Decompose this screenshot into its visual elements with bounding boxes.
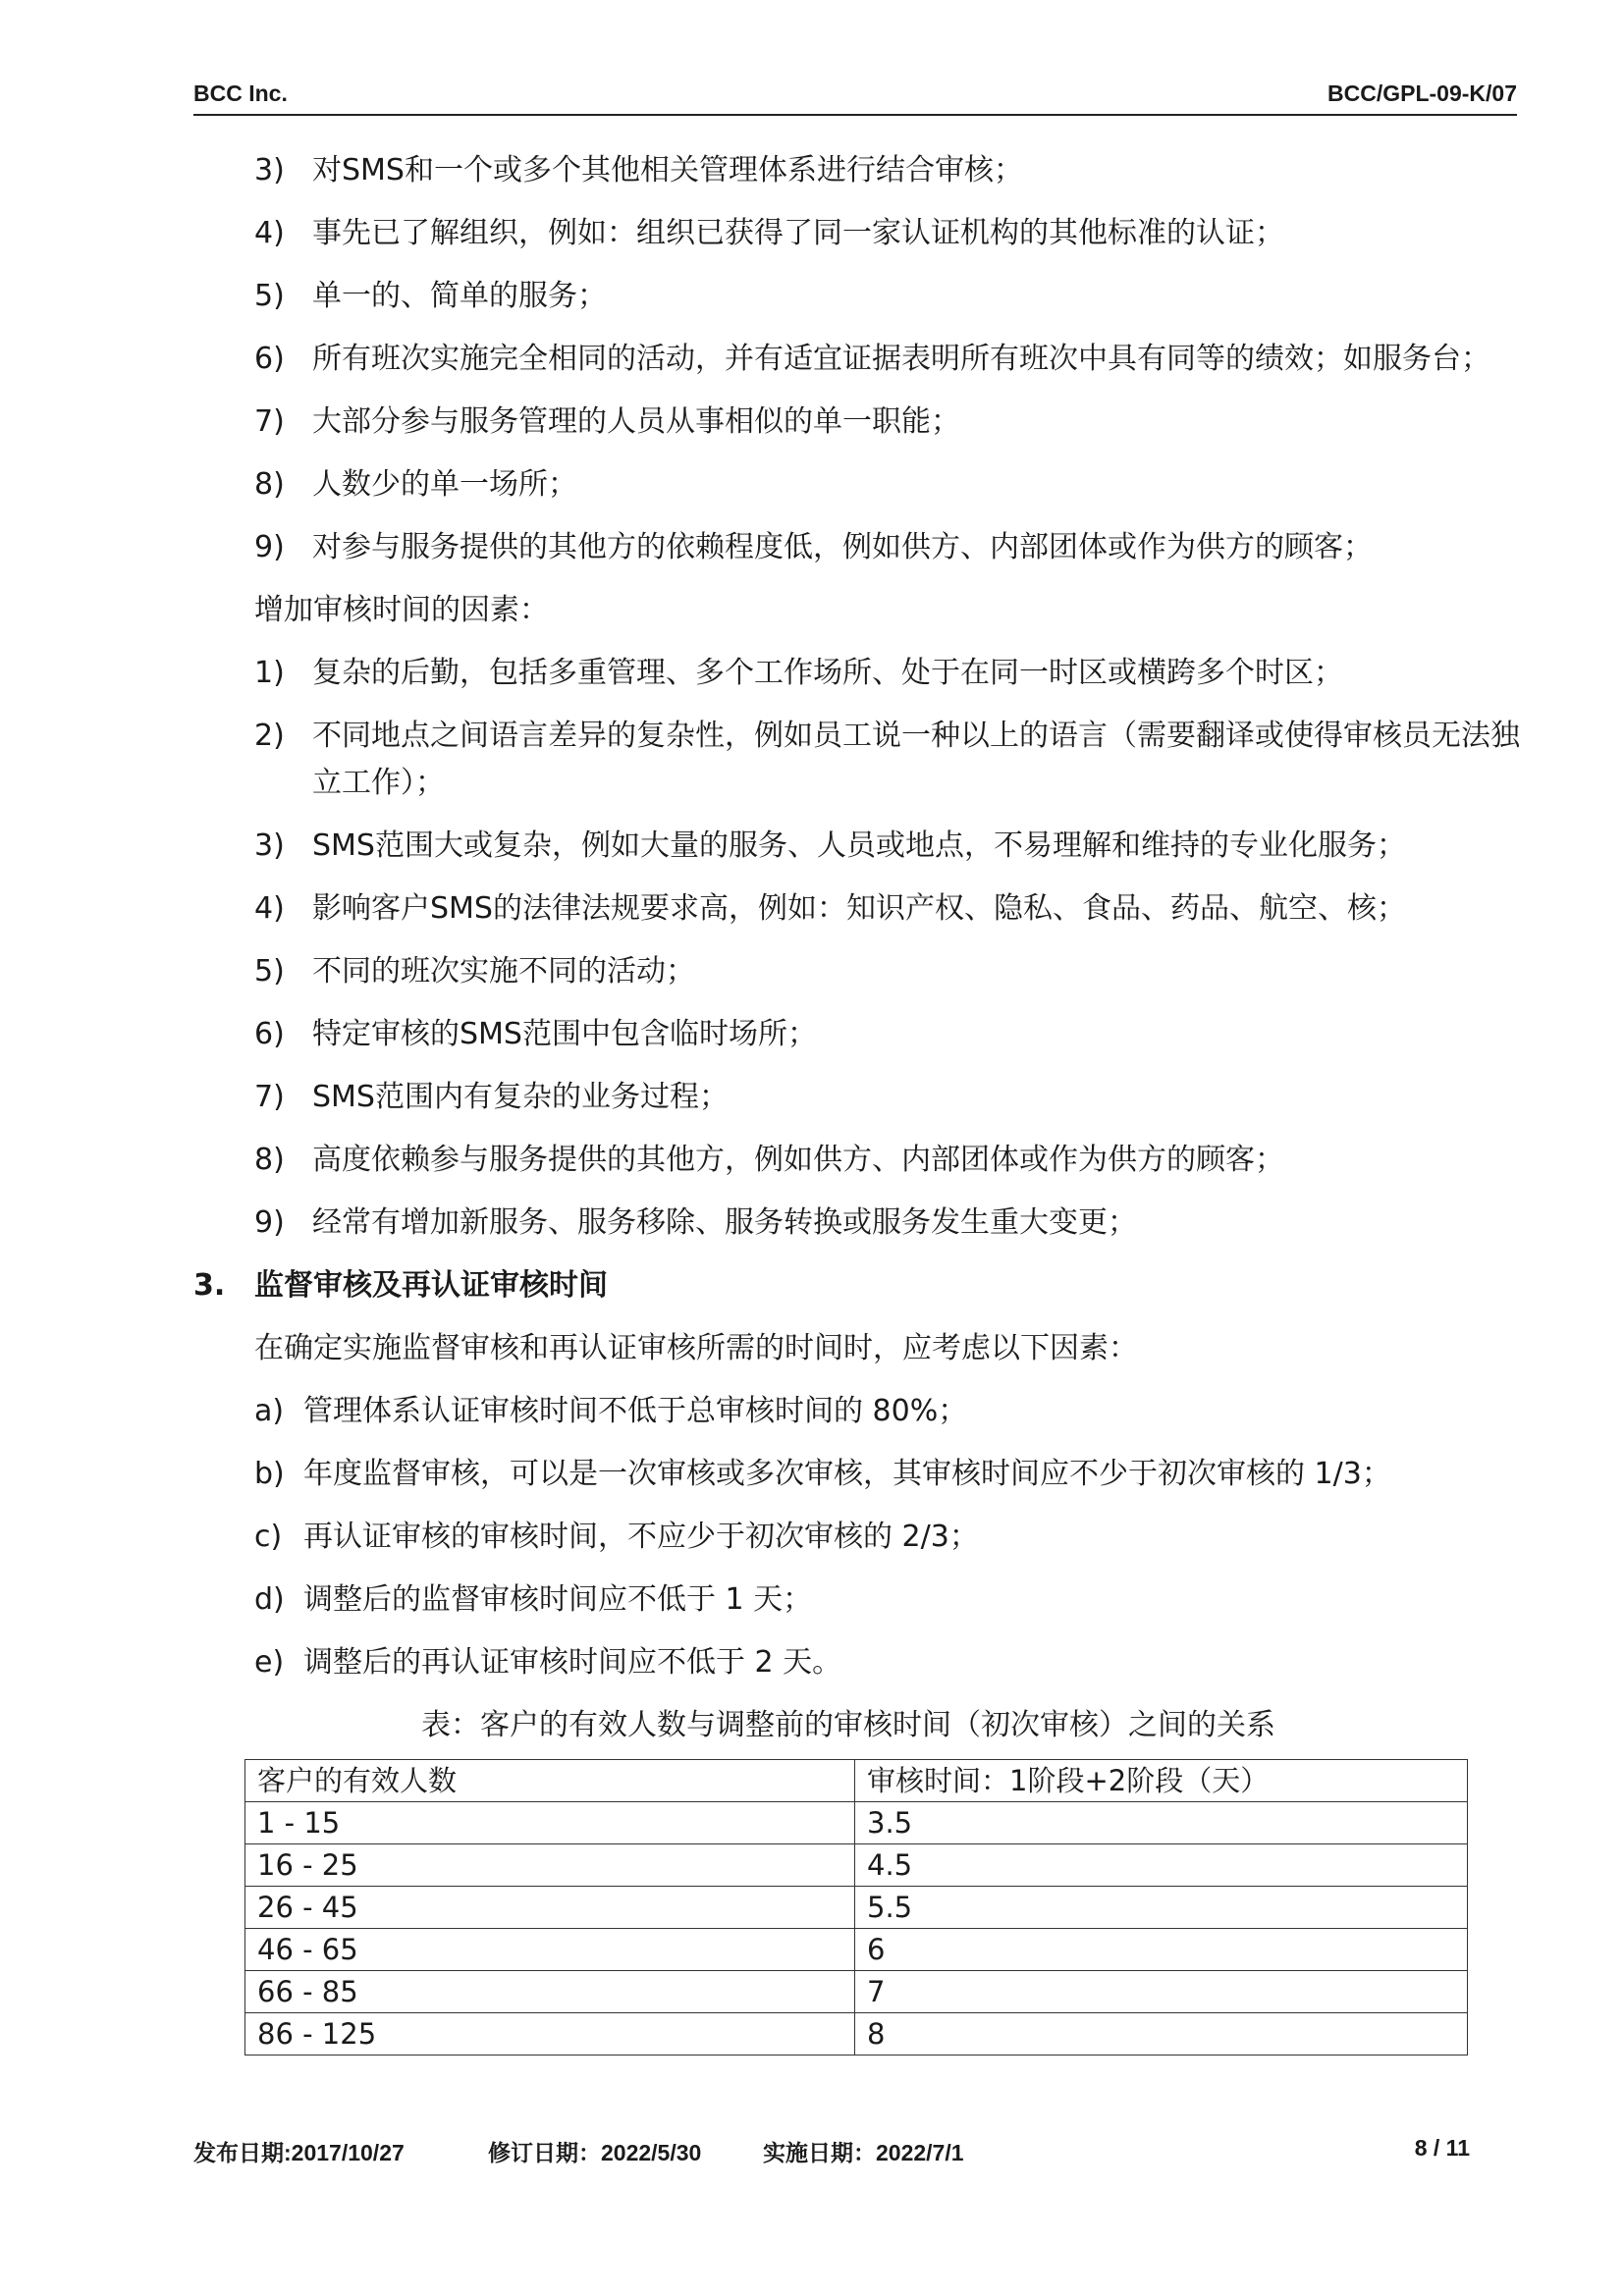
list-item-text: 影响客户SMS的法律法规要求高，例如：知识产权、隐私、食品、药品、航空、核； (312, 891, 1406, 926)
table-row (245, 2013, 1468, 2056)
list-item-number: 5) (254, 279, 285, 313)
list-item (254, 461, 1521, 508)
subsection-heading: 增加审核时间的因素： (254, 593, 549, 627)
list-item-number: 7) (254, 404, 285, 439)
list-item-number: 7) (254, 1080, 285, 1114)
table-row (245, 1887, 1468, 1929)
list-item-number: 9) (254, 530, 285, 564)
list-item-text: 调整后的监督审核时间应不低于 1 天； (303, 1582, 813, 1617)
table-caption: 表：客户的有效人数与调整前的审核时间（初次审核）之间的关系 (421, 1708, 1275, 1742)
table-cell: 86 - 125 (245, 2013, 855, 2056)
section-number: 3. (193, 1268, 226, 1303)
list-item-number: 8) (254, 467, 285, 502)
table-cell: 7 (855, 1971, 1468, 2013)
section-heading (193, 1262, 1521, 1309)
table-cell: 26 - 45 (245, 1887, 855, 1929)
table-row (245, 1929, 1468, 1971)
list-item-number: 1) (254, 656, 285, 690)
section-title: 监督审核及再认证审核时间 (254, 1268, 608, 1303)
list-item-text: 不同地点之间语言差异的复杂性，例如员工说一种以上的语言（需要翻译或使得审核员无法独立工作）； (312, 719, 1520, 800)
table-header-cell: 审核时间：1阶段+2阶段（天） (855, 1760, 1468, 1802)
list-item (254, 1451, 1521, 1498)
list-item-text: 经常有增加新服务、服务移除、服务转换或服务发生重大变更； (312, 1205, 1137, 1240)
table-cell: 4.5 (855, 1844, 1468, 1887)
header-doc-code: BCC/GPL-09-K/07 (1327, 80, 1517, 106)
list-item (254, 1137, 1521, 1184)
table-cell: 1 - 15 (245, 1802, 855, 1844)
list-item (254, 210, 1521, 257)
table-cell: 66 - 85 (245, 1971, 855, 2013)
list-item-number: 5) (254, 954, 285, 988)
list-item-text: 对SMS和一个或多个其他相关管理体系进行结合审核； (312, 153, 1023, 187)
list-item (254, 273, 1521, 320)
list-item-number: 4) (254, 216, 285, 250)
list-item (254, 713, 1521, 807)
list-item-text: 年度监督审核，可以是一次审核或多次审核，其审核时间应不少于初次审核的 1/3； (303, 1457, 1391, 1491)
page-number: 8 / 11 (1414, 2135, 1470, 2161)
list-item-text: 所有班次实施完全相同的活动，并有适宜证据表明所有班次中具有同等的绩效；如服务台； (312, 342, 1490, 376)
list-item-number: 3) (254, 828, 285, 863)
list-item-text: SMS范围内有复杂的业务过程； (312, 1080, 729, 1114)
list-item-number: c) (254, 1520, 283, 1554)
table-row (245, 1844, 1468, 1887)
document-body (193, 147, 1521, 2056)
table-cell: 5.5 (855, 1887, 1468, 1929)
section-intro: 在确定实施监督审核和再认证审核所需的时间时，应考虑以下因素： (254, 1331, 1138, 1365)
table-cell: 3.5 (855, 1802, 1468, 1844)
list-item-text: 不同的班次实施不同的活动； (312, 954, 695, 988)
table-header-row (245, 1760, 1468, 1802)
list-item (254, 1074, 1521, 1121)
list-item (254, 1011, 1521, 1058)
list-item-text: 人数少的单一场所； (312, 467, 577, 502)
table-cell: 46 - 65 (245, 1929, 855, 1971)
list-item-text: 单一的、简单的服务； (312, 279, 607, 313)
issue-date: 发布日期:2017/10/27 (193, 2140, 405, 2165)
revision-date: 修订日期：2022/5/30 (488, 2140, 702, 2165)
list-item-text: 事先已了解组织，例如：组织已获得了同一家认证机构的其他标准的认证； (312, 216, 1284, 250)
table-row (245, 1802, 1468, 1844)
list-item-number: d) (254, 1582, 285, 1617)
table-cell: 6 (855, 1929, 1468, 1971)
list-item-number: 2) (254, 719, 285, 753)
list-item-text: 复杂的后勤，包括多重管理、多个工作场所、处于在同一时区或横跨多个时区； (312, 656, 1343, 690)
page-header (193, 80, 1517, 116)
list-item-number: 9) (254, 1205, 285, 1240)
list-item (254, 524, 1521, 571)
list-item-text: 高度依赖参与服务提供的其他方，例如供方、内部团体或作为供方的顾客； (312, 1143, 1284, 1177)
list-item-text: 对参与服务提供的其他方的依赖程度低，例如供方、内部团体或作为供方的顾客； (312, 530, 1373, 564)
table-row (245, 1971, 1468, 2013)
list-item-number: 8) (254, 1143, 285, 1177)
list-item-text: 大部分参与服务管理的人员从事相似的单一职能； (312, 404, 960, 439)
list-item (254, 823, 1521, 870)
list-item (254, 650, 1521, 697)
list-item-number: b) (254, 1457, 285, 1491)
list-item-number: e) (254, 1645, 285, 1680)
list-item (254, 399, 1521, 446)
list-item-number: 4) (254, 891, 285, 926)
list-item (254, 1639, 1521, 1686)
table-cell: 16 - 25 (245, 1844, 855, 1887)
list-item-number: a) (254, 1394, 285, 1428)
list-item (254, 1514, 1521, 1561)
effective-date: 实施日期：2022/7/1 (763, 2140, 964, 2165)
list-item-text: 管理体系认证审核时间不低于总审核时间的 80%； (303, 1394, 968, 1428)
audit-time-table (244, 1759, 1468, 2056)
list-item-text: 调整后的再认证审核时间应不低于 2 天。 (303, 1645, 842, 1680)
header-company: BCC Inc. (193, 80, 288, 106)
list-item-text: 再认证审核的审核时间，不应少于初次审核的 2/3； (303, 1520, 979, 1554)
table-header-cell: 客户的有效人数 (245, 1760, 855, 1802)
list-item (254, 1200, 1521, 1247)
list-item-number: 6) (254, 342, 285, 376)
list-item-number: 6) (254, 1017, 285, 1051)
list-item (254, 948, 1521, 995)
list-item (254, 1576, 1521, 1624)
list-item (254, 1388, 1521, 1435)
list-item-number: 3) (254, 153, 285, 187)
list-item (254, 147, 1521, 194)
list-item (254, 336, 1521, 383)
list-item (254, 885, 1521, 933)
list-item-text: SMS范围大或复杂，例如大量的服务、人员或地点，不易理解和维持的专业化服务； (312, 828, 1406, 863)
table-cell: 8 (855, 2013, 1468, 2056)
list-item-text: 特定审核的SMS范围中包含临时场所； (312, 1017, 817, 1051)
